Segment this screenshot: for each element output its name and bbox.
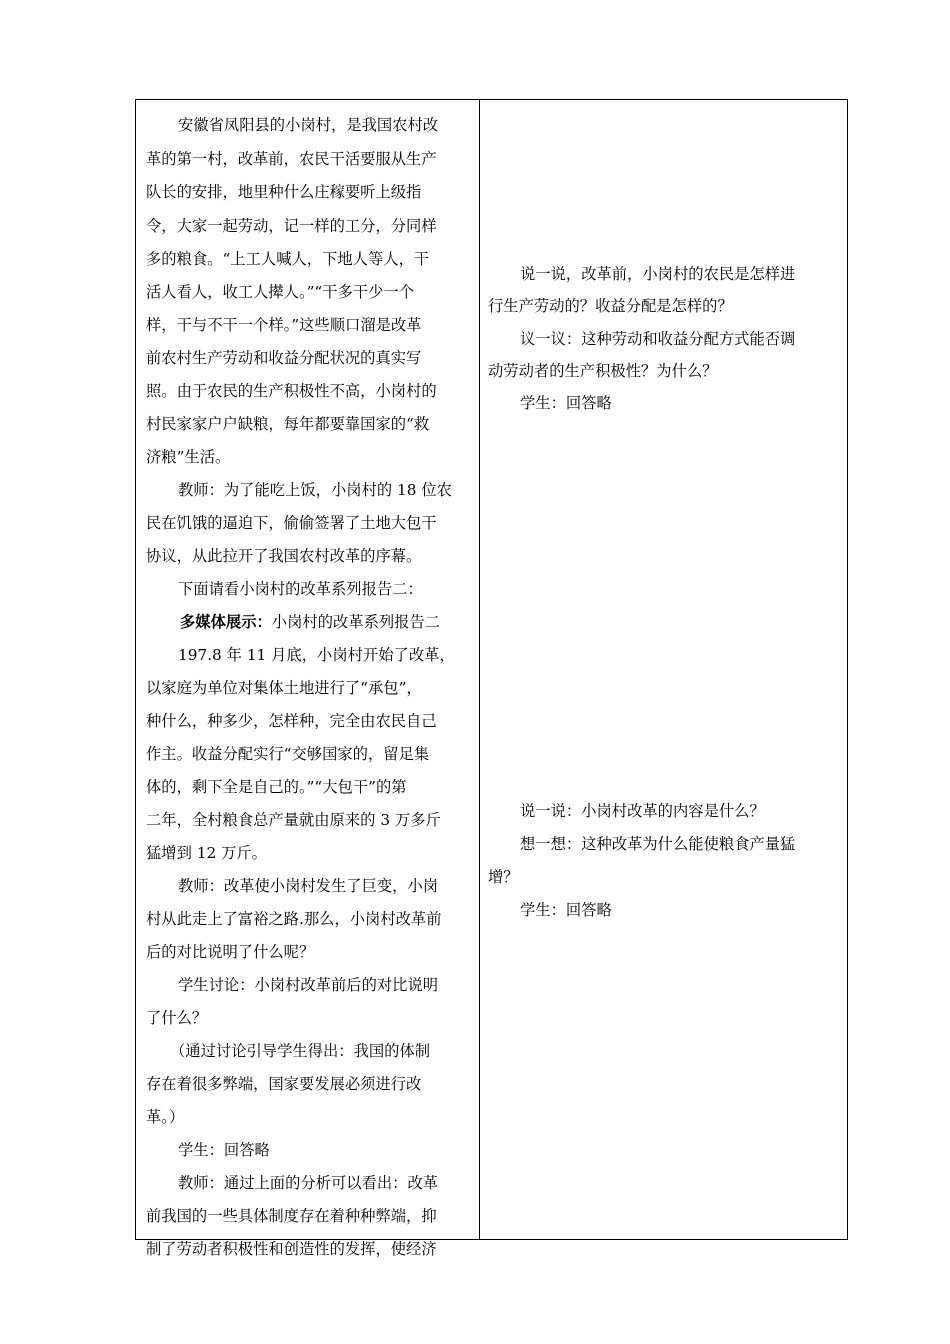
text-line: 下面请看小岗村的改革系列报告二： <box>178 580 423 598</box>
text-line: 前我国的一些具体制度存在着种种弊端，抑 <box>146 1207 437 1225</box>
text-line: 照。由于农民的生产积极性不高，小岗村的 <box>146 382 437 400</box>
text-line: 行生产劳动的？收益分配是怎样的？ <box>488 297 733 315</box>
text-line: 多的粮食。“上工人喊人，下地人等人，干 <box>146 250 430 268</box>
text-line: 种什么，种多少，怎样种，完全由农民自己 <box>146 712 437 730</box>
text-line: 样，干与不干一个样。”这些顺口溜是改革 <box>146 316 422 334</box>
text-line: 作主。收益分配实行“交够国家的，留足集 <box>146 745 430 763</box>
text-line: 村从此走上了富裕之路.那么，小岗村改革前 <box>146 910 442 928</box>
text-line: 猛增到 12 万斤。 <box>146 844 267 862</box>
text-line: 教师：通过上面的分析可以看出：改革 <box>178 1174 439 1192</box>
text-line: 想一想：这种改革为什么能使粮食产量猛 <box>520 835 796 853</box>
text-line: 说一说：小岗村改革的内容是什么？ <box>520 802 765 820</box>
text-line: 村民家家户户缺粮，每年都要靠国家的“救 <box>146 415 430 433</box>
text-line: （通过讨论引导学生得出：我国的体制 <box>170 1042 431 1060</box>
text-line: 令，大家一起劳动，记一样的工分，分同样 <box>146 217 437 235</box>
text-line: 了什么？ <box>146 1009 208 1027</box>
text-line: 安徽省凤阳县的小岗村，是我国农村改 <box>178 116 439 134</box>
text-line: 革的第一村，改革前，农民干活要服从生产 <box>146 150 437 168</box>
text-line: 动劳动者的生产积极性？为什么？ <box>488 362 718 380</box>
text-line: 教师：为了能吃上饭，小岗村的 18 位农 <box>178 481 452 499</box>
media-display-label: 多媒体展示： <box>180 613 272 631</box>
text-line: 增？ <box>488 868 519 886</box>
text-line: 二年，全村粮食总产量就由原来的 3 万多斤 <box>146 811 441 829</box>
column-divider <box>479 100 480 1239</box>
text-line: 学生：回答略 <box>178 1141 270 1159</box>
text-line: 活人看人，收工人撵人。”“干多干少一个 <box>146 283 415 301</box>
text-line: 以家庭为单位对集体土地进行了“承包”， <box>146 679 422 697</box>
text-line: 说一说，改革前，小岗村的农民是怎样进 <box>520 265 796 283</box>
text-line: 学生讨论：小岗村改革前后的对比说明 <box>178 976 439 994</box>
text-line: 学生：回答略 <box>520 394 612 412</box>
media-display-line <box>146 612 440 632</box>
text-line: 协议，从此拉开了我国农村改革的序幕。 <box>146 547 422 565</box>
text-line: 民在饥饿的逼迫下，偷偷签署了土地大包干 <box>146 514 437 532</box>
lesson-table <box>135 99 848 1258</box>
text-line: 议一议：这种劳动和收益分配方式能否调 <box>520 330 796 348</box>
text-line: 革。） <box>146 1108 185 1126</box>
text-line: 存在着很多弊端，国家要发展必须进行改 <box>146 1075 422 1093</box>
text-line: 前农村生产劳动和收益分配状况的真实写 <box>146 349 422 367</box>
text-line: 队长的安排，地里种什么庄稼要听上级指 <box>146 183 422 201</box>
text-line: 制了劳动者积极性和创造性的发挥，使经济 <box>146 1240 437 1258</box>
media-display-text: 小岗村的改革系列报告二 <box>271 613 441 631</box>
text-line: 后的对比说明了什么呢？ <box>146 943 315 961</box>
text-line: 197.8 年 11 月底，小岗村开始了改革， <box>178 646 455 664</box>
text-line: 教师：改革使小岗村发生了巨变，小岗 <box>178 877 439 895</box>
text-line: 济粮”生活。 <box>146 448 231 466</box>
text-line: 学生：回答略 <box>520 901 612 919</box>
text-line: 体的，剩下全是自己的。”“大包干”的第 <box>146 778 407 796</box>
